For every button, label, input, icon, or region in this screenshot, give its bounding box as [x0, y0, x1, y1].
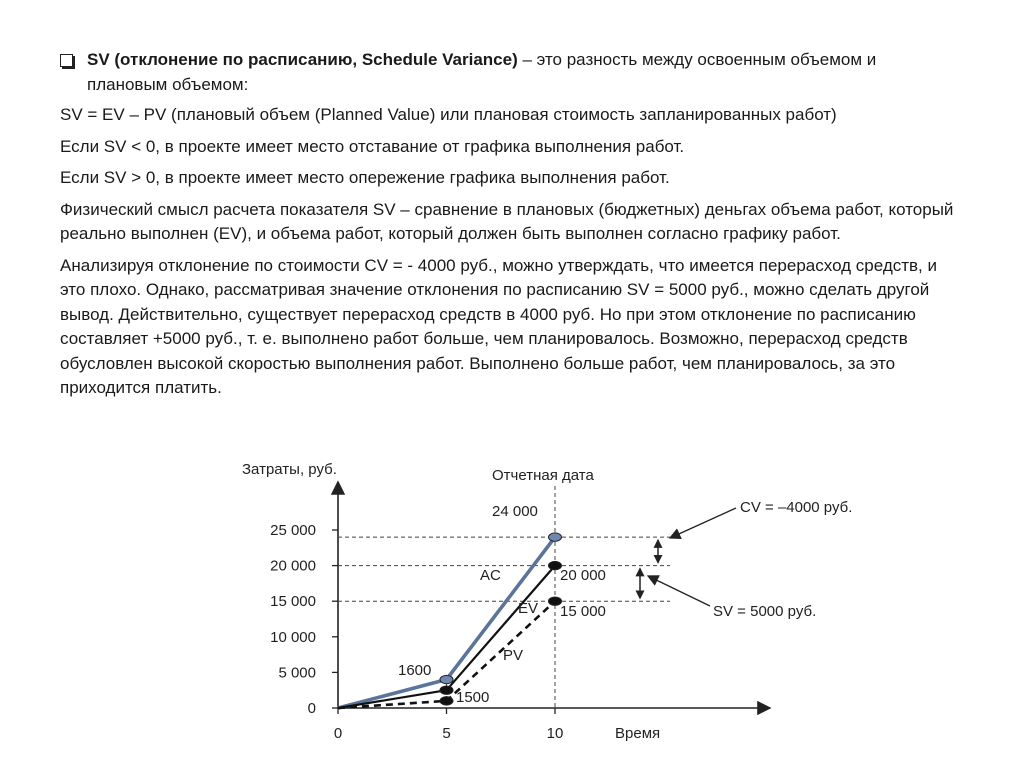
y-axis-label: Затраты, руб.	[242, 461, 337, 478]
data-point-ev	[440, 686, 453, 694]
definition-body: – это разность между освоенным объемом и плановым объемом:	[87, 50, 877, 94]
data-label: 1600	[398, 662, 432, 679]
y-tick-label: 20 000	[270, 557, 316, 575]
cv-pointer-arrow	[670, 508, 736, 538]
analysis-paragraph: Анализируя отклонение по стоимости CV = - 4000 руб., можно утверждать, что имеется перерасход средств, и это плохо. Однако, рассматривая значение отклонения по расписанию SV = 5000 руб., можно сделать другой вывод. Действительно, существует перерасход средств в 4000 руб. Но при этом отклонение по расписанию составляет +5000 руб., т. е. выполнено работ больше, чем планировалось. Возможно, перерасход средств обусловлен высокой скоростью выполнения работ. Выполнено больше работ, чем планировалось, за это приходится платить.	[60, 255, 938, 397]
slide-text	[60, 48, 960, 408]
earned-value-chart	[230, 456, 880, 761]
x-axis-label: Время	[615, 725, 661, 742]
series-name-label: AC	[480, 567, 501, 584]
cv-annotation: CV = –4000 руб.	[740, 499, 853, 516]
positive-sv-paragraph: Если SV > 0, в проекте имеет место опережение графика выполнения работ.	[60, 168, 670, 187]
data-label: 20 000	[560, 567, 606, 584]
chart-series	[338, 533, 562, 708]
checkbox-bullet-icon	[60, 54, 73, 67]
y-tick-label: 0	[307, 700, 316, 717]
report-date-label: Отчетная дата	[492, 467, 594, 484]
data-point-ac	[440, 675, 453, 683]
definition-bullet	[60, 48, 960, 97]
data-point-ac	[549, 533, 562, 541]
sv-annotation: SV = 5000 руб.	[713, 603, 817, 620]
x-tick-label: 5	[442, 725, 451, 742]
definition-term: SV (отклонение по расписанию, Schedule Variance)	[87, 50, 518, 69]
data-label: 24 000	[492, 503, 538, 520]
data-label: 1500	[456, 689, 490, 706]
series-name-label: PV	[503, 647, 524, 664]
definition-text	[87, 48, 960, 97]
meaning-paragraph: Физический смысл расчета показателя SV – сравнение в плановых (бюджетных) деньгах объема работ, который реально выполнен (EV), и объема работ, который должен быть выполнен согласно графику работ.	[60, 199, 954, 243]
y-tick-label: 5 000	[278, 664, 316, 682]
y-tick-label: 10 000	[270, 628, 316, 646]
series-name-label: EV	[518, 600, 539, 617]
data-point-pv	[440, 697, 453, 705]
negative-sv-paragraph: Если SV < 0, в проекте имеет место отставание от графика выполнения работ.	[60, 136, 685, 156]
y-tick-label: 25 000	[270, 522, 316, 539]
formula-paragraph: SV = EV – PV (плановый объем (Planned Value) или плановая стоимость запланированных работ)	[60, 105, 837, 124]
sv-pointer-arrow	[648, 576, 710, 606]
y-tick-label: 15 000	[270, 593, 316, 611]
x-tick-label: 0	[333, 725, 343, 742]
data-label: 15 000	[560, 603, 606, 620]
x-tick-label: 10	[546, 725, 564, 742]
